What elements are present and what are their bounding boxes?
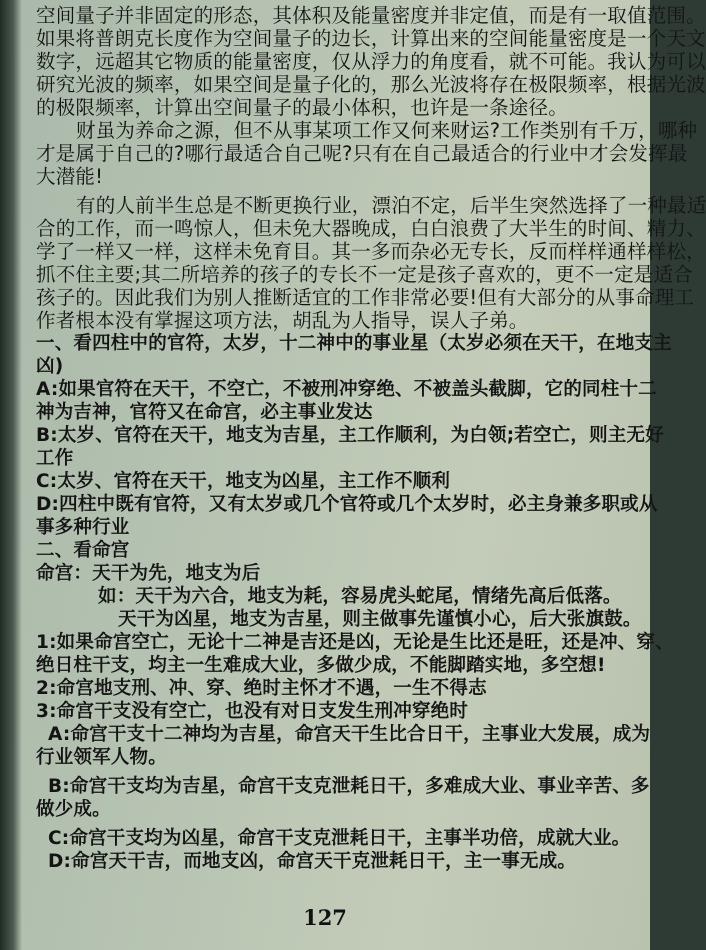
example-2 <box>36 608 642 631</box>
text-line: C:太岁、官符在天干，地支为凶星，主工作不顺利 <box>36 471 451 492</box>
text-line: 孩子的。因此我们为别人推断适宜的工作非常必要!但有大部分的从事命理工 <box>36 286 695 309</box>
text-line: D:命宫天干吉，而地支凶，命宫天干克泄耗日干，主一事无成。 <box>48 851 577 872</box>
rule-3-d <box>36 850 632 873</box>
paragraph-career-change <box>36 194 706 332</box>
text-line: 作者根本没有掌握这项方法，胡乱为人指导，误人子弟。 <box>36 309 529 332</box>
heading-line: 一、看四柱中的官符，太岁，十二神中的事业星（太岁必须在天干，在地支主 <box>36 333 672 354</box>
example-1 <box>36 585 632 608</box>
rule-3-a <box>36 723 651 769</box>
text-line: 工作 <box>36 448 74 469</box>
rule-3-b <box>36 775 650 821</box>
section-heading-2 <box>36 539 632 562</box>
item-b <box>36 424 664 470</box>
text-line: 行业领军人物。 <box>36 747 167 768</box>
ming-gong-rule <box>36 562 632 585</box>
text-line: 财虽为养命之源，但不从事某项工作又何来财运?工作类别有千万，哪种 <box>76 119 698 142</box>
text-line: 2:命宫地支刑、冲、穿、绝时主怀才不遇，一生不得志 <box>36 678 487 699</box>
item-d <box>36 493 658 539</box>
text-line: 1:如果命宫空亡，无论十二神是吉还是凶，无论是生比还是旺，还是冲、穿、 <box>36 632 674 653</box>
text-line: 3:命宫干支没有空亡，也没有对日支发生刑冲穿绝时 <box>36 701 469 722</box>
text-line: 学了一样又一样，这样未免育目。其一多而杂必无专长，反而样样通样样松， <box>36 240 706 263</box>
text-line: 如：天干为六合，地支为耗，容易虎头蛇尾，情绪先高后低落。 <box>98 586 622 607</box>
text-line: 如果将普朗克长度作为空间量子的边长，计算出来的空间能量密度是一个天文 <box>36 27 706 50</box>
text-line: B:命宫干支均为吉星，命宫干支克泄耗日干，多难成大业、事业辛苦、多 <box>48 776 650 797</box>
text-line: 才是属于自己的?哪行最适合自己呢?只有在自己最适合的行业中才会发挥最 <box>36 142 688 165</box>
text-line: 空间量子并非固定的形态，其体积及能量密度并非定值，而是有一取值范围。 <box>36 4 706 27</box>
text-line: D:四柱中既有官符，又有太岁或几个官符或几个太岁时，必主身兼多职或从 <box>36 494 658 515</box>
text-line: 大潜能! <box>36 165 104 188</box>
text-line: B:太岁、官符在天干，地支为吉星，主工作顺利，为白领;若空亡，则主无好 <box>36 425 664 446</box>
paragraph-quantum-space <box>36 4 706 119</box>
text-line: 绝日柱干支，均主一生难成大业，多做少成，不能脚踏实地，多空想! <box>36 655 606 676</box>
text-line: A:命宫干支十二神均为吉星，命宫天干生比合日干，主事业大发展，成为 <box>48 724 651 745</box>
page-number: 127 <box>303 905 347 930</box>
text-line: 合的工作，而一鸣惊人，但未免大器晚成，白白浪费了大半生的时间、精力、 <box>36 217 706 240</box>
text-line: 做少成。 <box>36 799 111 820</box>
rule-3-c <box>36 827 632 850</box>
text-line: 神为吉神，官符又在命宫，必主事业发达 <box>36 402 373 423</box>
item-c <box>36 470 632 493</box>
text-line: 事多种行业 <box>36 517 130 538</box>
rule-3 <box>36 700 632 723</box>
rule-1 <box>36 631 674 677</box>
text-line: 研究光波的频率，如果空间是量子化的，那么光波将存在极限频率，根据光波 <box>36 73 706 96</box>
text-line: 的极限频率，计算出空间量子的最小体积，也许是一条途径。 <box>36 96 568 119</box>
text-line: 数字，远超其它物质的能量密度，仅从浮力的角度看，就不可能。我认为可以 <box>36 50 706 73</box>
section-heading-1 <box>36 332 672 378</box>
heading-line: 凶) <box>36 356 64 377</box>
item-a <box>36 378 657 424</box>
heading-line: 二、看命宫 <box>36 540 130 561</box>
paragraph-wealth-career <box>36 119 698 188</box>
text-line: 命宫：天干为先，地支为后 <box>36 563 261 584</box>
text-line: C:命宫干支均为凶星，命宫干支克泄耗日干，主事半功倍，成就大业。 <box>48 828 631 849</box>
text-line: 天干为凶星，地支为吉星，则主做事先谨慎小心，后大张旗鼓。 <box>118 609 642 630</box>
text-line: 抓不住主要;其二所培养的孩子的专长不一定是孩子喜欢的，更不一定是适合 <box>36 263 693 286</box>
rule-2 <box>36 677 632 700</box>
text-line: A:如果官符在天干，不空亡，不被刑冲穿绝、不被盖头截脚，它的同柱十二 <box>36 379 657 400</box>
text-line: 有的人前半生总是不断更换行业，漂泊不定，后半生突然选择了一种最适 <box>76 194 706 217</box>
